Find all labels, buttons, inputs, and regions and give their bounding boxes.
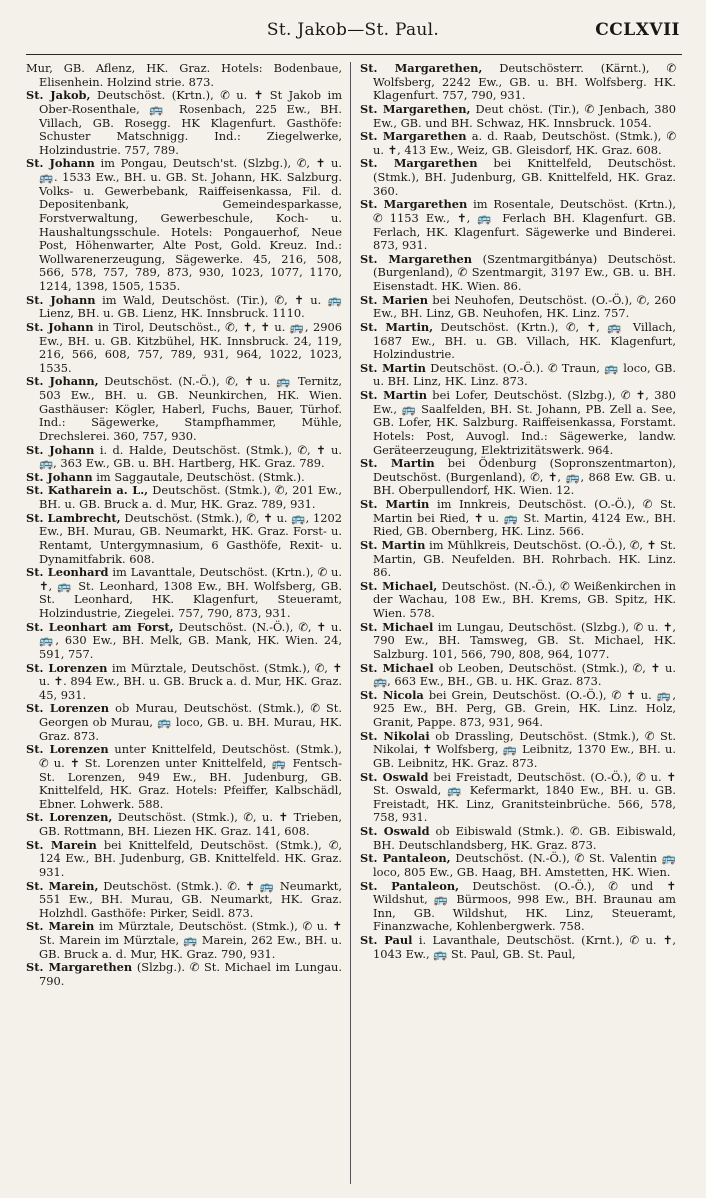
gazetteer-entry	[360, 62, 676, 103]
gazetteer-entry	[360, 130, 676, 157]
gazetteer-entry	[360, 457, 676, 498]
gazetteer-entry	[360, 825, 676, 852]
entry-text: bei Knittelfeld, Deutschöst. (Stmk.), ✆, 124 Ew., BH. Judenburg, GB. Knittelfeld. HK. Graz. 931.	[39, 837, 342, 879]
gazetteer-entry	[26, 621, 342, 662]
entry-headword: St. Martin	[360, 497, 430, 511]
entry-headword: St. Johann	[26, 469, 93, 484]
entry-text: Deutschöst. (N.-Ö.), ✆ Weißenkirchen in der Wachau, 108 Ew., BH. Krems, GB. Spitz, HK. Wien. 578.	[373, 578, 677, 620]
entry-headword: St. Lorenzen	[26, 701, 110, 716]
entry-text: im Innkreis, Deutschöst. (O.-Ö.), ✆ St. Martin bei Ried, ✝ u. 🚌 St. Martin, 4124 Ew., BH. Ried, GB. Obernberg, HK. Linz. 566.	[373, 497, 676, 539]
gazetteer-entry	[26, 566, 342, 621]
entry-headword: St. Marein	[26, 837, 97, 852]
entry-text: im Saggautale, Deutschöst. (Stmk.).	[92, 469, 305, 484]
entry-headword: St. Nikolai	[360, 728, 430, 743]
page-header	[0, 20, 706, 48]
gazetteer-entry	[26, 89, 342, 157]
entry-text: im Lungau, Deutschöst. (Slzbg.), ✆ u. ✝, 790 Ew., BH. Tamsweg, GB. St. Michael, HK. Salzburg. 101, 566, 790, 808, 964, 1077.	[373, 619, 677, 661]
entry-headword: St. Margarethen	[360, 251, 473, 266]
entry-headword: St. Katharein a. L.,	[26, 483, 149, 498]
entry-text: Deutschöst. (Stmk.), ✆, 201 Ew., BH. u. GB. Bruck a. d. Mur, HK. Graz. 789, 931.	[39, 483, 342, 511]
gazetteer-entry	[360, 621, 676, 662]
entry-text: ob Eibiswald (Stmk.). ✆. GB. Eibiswald, BH. Deutschlandsberg, HK. Graz. 873.	[373, 824, 677, 852]
entry-text: ob Murau, Deutschöst. (Stmk.), ✆ St. Georgen ob Murau, 🚌 loco, GB. u. BH. Murau, HK. Graz. 873.	[39, 701, 343, 743]
entry-text: Deut chöst. (Tir.), ✆ Jenbach, 380 Ew., GB. und BH. Schwaz, HK. Innsbruck. 1054.	[373, 101, 676, 130]
gazetteer-entry	[360, 771, 676, 826]
entry-headword: St. Johann	[26, 292, 96, 307]
entry-text: Deutschöst. (Stmk.), ✆, ✝ u. 🚌, 1202 Ew., BH. Murau, GB. Neumarkt, HK. Graz. Forst- u. Rentamt, Untergymnasium, 6 Gasthöfe, Rexit- u. Dynamitfabrik. 608.	[39, 510, 342, 566]
entry-headword: St. Martin	[360, 456, 435, 471]
entry-headword: St. Martin,	[360, 319, 434, 334]
entry-headword: St. Leonhard	[26, 565, 109, 580]
entry-headword: St. Marein	[26, 919, 95, 934]
gazetteer-entry	[360, 580, 676, 621]
gazetteer-entry	[360, 157, 676, 198]
gazetteer-entry	[360, 689, 676, 730]
entry-text: (Szentmargitbánya) Deutschöst. (Burgenland), ✆ Szentmargit, 3197 Ew., GB. u. BH. Eisenstadt. HK. Wien. 86.	[373, 251, 677, 293]
entry-text: Deutschöst. (O.-Ö.). ✆ Traun, 🚌 loco, GB. u. BH. Linz, HK. Linz. 873.	[373, 360, 676, 389]
entry-headword: St. Jakob,	[26, 88, 91, 103]
gazetteer-entry	[360, 321, 676, 362]
entry-text: Deutschöst. (Krtn.), ✆ u. ✝ St Jakob im Ober-Rosenthale, 🚌 Rosenbach, 225 Ew., BH. Villach, GB. Rosegg. HK Klagenfurt. Gasthöfe: Schuster Matschnigg. Ind.: Ziegelwerke, Holzindustrie. 757, 789.	[39, 88, 343, 157]
entry-headword: St. Oswald	[360, 824, 430, 838]
entry-text: bei Neuhofen, Deutschöst. (O.-Ö.), ✆, 260 Ew., BH. Linz, GB. Neuhofen, HK. Linz. 757.	[373, 292, 676, 321]
entry-headword: St. Marein,	[26, 878, 99, 893]
entry-headword: St. Marien	[360, 292, 428, 307]
gazetteer-entry	[26, 702, 342, 743]
gazetteer-entry	[360, 934, 676, 961]
entry-text: im Pongau, Deutsch'st. (Slzbg.), ✆, ✝ u. 🚌. 1533 Ew., BH. u. GB. St. Johann, HK. Salzburg. Volks- u. Gewerbebank, Raiffeisenkassa, Fil. d. Depositenbank, Gemeindesparkasse, Forstverwaltung, Gewerbeschule, Koch- u. Haushaltungsschule. Hotels: Pongauerhof, Neue Post, Höhenwarter, Alte Post, Gold. Kreuz. Ind.: Wollwarenerzeugung, Sägewerke. 45, 216, 508, 566, 578, 757, 789, 873, 930, 1023, 1077, 1170, 1214, 1398, 1505, 1535.	[39, 156, 342, 293]
header-rule	[26, 54, 682, 55]
entry-text: i. d. Halde, Deutschöst. (Stmk.), ✆, ✝ u. 🚌, 363 Ew., GB. u. BH. Hartberg, HK. Graz. 789.	[39, 442, 342, 471]
gazetteer-entry	[26, 444, 342, 471]
page-number: CCLXVII	[595, 20, 680, 40]
entry-headword: St. Lorenzen	[26, 660, 108, 675]
entry-text: Mur, GB. Aflenz, HK. Graz. Hotels: Bodenbaue, Elisenhein. Holzind strie. 873.	[26, 61, 342, 89]
gazetteer-entry	[360, 880, 676, 935]
gazetteer-entry	[360, 389, 676, 457]
entry-headword: St. Johann	[26, 319, 94, 334]
entry-headword: St. Leonhart am Forst,	[26, 619, 174, 634]
entry-headword: St. Nicola	[360, 687, 424, 702]
entry-headword: St. Martin	[360, 388, 427, 402]
entry-text: Deutschöst. (N.-Ö.), ✆, ✝ u. 🚌 Ternitz, 503 Ew., BH. u. GB. Neunkirchen, HK. Wien. Gasthäuser: Kögler, Haberl, Fuchs, Bauer, Türhof. Ind.: Sägewerke, Stampfhammer, Mühle, Drechslerei. 360, 757, 930.	[39, 374, 342, 443]
entry-text: im Rosentale, Deutschöst. (Krtn.), ✆ 1153 Ew., ✝, 🚌 Ferlach BH. Klagenfurt. GB. Ferlach, HK. Klagenfurt. Sägewerke und Binderei. 873, 931.	[373, 197, 676, 253]
gazetteer-entry	[360, 539, 676, 580]
gazetteer-entry	[26, 811, 342, 838]
gazetteer-entry	[26, 321, 342, 376]
gazetteer-entry	[26, 471, 342, 485]
entry-headword: St. Johann	[26, 442, 95, 457]
gazetteer-entry	[360, 253, 676, 294]
entry-text: (Slzbg.). ✆ St. Michael im Lungau. 790.	[39, 960, 342, 988]
entry-headword: St. Michael,	[360, 578, 438, 593]
right-column	[360, 62, 676, 961]
gazetteer-entry	[26, 157, 342, 293]
gazetteer-entry	[26, 880, 342, 921]
entry-text: im Mühlkreis, Deutschöst. (O.-Ö.), ✆, ✝ St. Martin, GB. Neufelden. BH. Rohrbach. HK. Linz. 86.	[373, 537, 676, 580]
gazetteer-entry	[26, 375, 342, 443]
entry-headword: St. Michael	[360, 619, 434, 634]
entry-text: im Mürztale, Deutschöst. (Stmk.), ✆ u. ✝ St. Marein im Mürztale, 🚌 Marein, 262 Ew., BH. u. GB. Bruck a. d. Mur, HK. Graz. 790, 931.	[39, 919, 342, 961]
entry-headword: St. Pantaleon,	[360, 851, 451, 866]
entry-text: Deutschöst. (Krtn.), ✆, ✝, 🚌 Villach, 1687 Ew., BH. u. GB. Villach, HK. Klagenfurt, Holzindustrie.	[373, 319, 676, 362]
entry-headword: St. Lambrecht,	[26, 510, 121, 525]
entry-text: bei Knittelfeld, Deutschöst. (Stmk.), BH. Judenburg, GB. Knittelfeld, HK. Graz. 360.	[373, 156, 677, 198]
gazetteer-entry	[360, 362, 676, 389]
entry-headword: St. Johann,	[26, 374, 99, 389]
column-divider	[350, 62, 351, 1184]
entry-text: a. d. Raab, Deutschöst. (Stmk.), ✆ u. ✝, 413 Ew., Weiz, GB. Gleisdorf, HK. Graz. 608.	[373, 129, 677, 157]
running-title: St. Jakob—St. Paul.	[266, 20, 440, 40]
gazetteer-entry	[26, 484, 342, 511]
entry-headword: St. Martin	[360, 360, 426, 375]
gazetteer-entry	[26, 743, 342, 811]
gazetteer-entry	[26, 512, 342, 567]
entry-headword: St. Margarethen	[360, 129, 467, 144]
entry-headword: St. Margarethen	[26, 960, 133, 975]
entry-text: Deutschösterr. (Kärnt.), ✆ Wolfsberg, 2242 Ew., GB. u. BH. Wolfsberg. HK. Klagenfurt. 757, 790, 931.	[373, 61, 676, 103]
entry-headword: St. Oswald	[360, 769, 429, 784]
gazetteer-entry	[360, 103, 676, 130]
entry-text: i. Lavanthale, Deutschöst. (Krnt.), ✆ u. ✝, 1043 Ew., 🚌 St. Paul, GB. St. Paul,	[373, 933, 677, 961]
gazetteer-entry	[26, 839, 342, 880]
entry-text: im Mürztale, Deutschöst. (Stmk.), ✆, ✝ u. ✝. 894 Ew., BH. u. GB. Bruck a. d. Mur, HK. Graz. 45, 931.	[39, 660, 342, 702]
left-column	[26, 62, 342, 989]
entry-headword: St. Lorenzen,	[26, 810, 113, 825]
entry-headword: St. Johann	[26, 156, 95, 171]
entry-headword: St. Michael	[360, 660, 434, 675]
entry-headword: St. Paul	[360, 933, 413, 947]
entry-text: Deutschöst. (Stmk.), ✆, u. ✝ Trieben, GB. Rottmann, BH. Liezen HK. Graz. 141, 608.	[39, 810, 342, 838]
gazetteer-entry	[26, 62, 342, 89]
entry-text: Deutschöst. (Stmk.). ✆. ✝ 🚌 Neumarkt, 551 Ew., BH. Murau, GB. Neumarkt, HK. Graz. Holzhdl. Gasthöfe: Pirker, Seidl. 873.	[39, 878, 342, 920]
gazetteer-entry	[360, 662, 676, 689]
entry-text: in Tirol, Deutschöst., ✆, ✝, ✝ u. 🚌, 2906 Ew., BH. u. GB. Kitzbühel, HK. Innsbruck. 24, 119, 216, 566, 608, 757, 789, 931, 964, 1022, 1023, 1535.	[39, 319, 342, 375]
entry-headword: St. Margarethen,	[360, 61, 483, 75]
entry-text: ob Drassling, Deutschöst. (Stmk.), ✆ St. Nikolai, ✝ Wolfsberg, 🚌 Leibnitz, 1370 Ew., BH. u. GB. Leibnitz, HK. Graz. 873.	[373, 728, 677, 770]
entry-text: bei Freistadt, Deutschöst. (O.-Ö.), ✆ u. ✝ St. Oswald, 🚌 Kefermarkt, 1840 Ew., BH. u. GB. Freistadt, HK. Linz, Granitsteinbrüche. 566, 578, 758, 931.	[373, 769, 676, 825]
entry-headword: St. Margarethen	[360, 197, 468, 212]
entry-text: ob Leoben, Deutschöst. (Stmk.), ✆, ✝ u. 🚌, 663 Ew., BH., GB. u. HK. Graz. 873.	[373, 660, 677, 689]
entry-headword: St. Martin	[360, 537, 426, 552]
gazetteer-entry	[360, 198, 676, 253]
gazetteer-entry	[26, 920, 342, 961]
entry-text: im Wald, Deutschöst. (Tir.), ✆, ✝ u. 🚌 Lienz, BH. u. GB. Lienz, HK. Innsbruck. 1110.	[39, 292, 342, 321]
entry-headword: St. Lorenzen	[26, 742, 109, 757]
entry-text: bei Lofer, Deutschöst. (Slzbg.), ✆ ✝, 380 Ew., 🚌 Saalfelden, BH. St. Johann, PB. Zell a. See, GB. Lofer, HK. Salzburg. Raiffeisenkassa, Forstamt. Hotels: Post, Auvogl. Ind.: Sägewerke, landw. Geräteerzeugung, Elektrizitätswerk. 964.	[373, 388, 676, 457]
entry-text: im Lavanttale, Deutschöst. (Krtn.), ✆ u. ✝, 🚌 St. Leonhard, 1308 Ew., BH. Wolfsberg, GB. St. Leonhard, HK. Klagenfurt, Steueramt, Holzindustrie, Ziegelei. 757, 790, 873, 931.	[39, 565, 342, 620]
entry-text: Deutschöst. (O.-Ö.), ✆ und ✝ Wildshut, 🚌 Bürmoos, 998 Ew., BH. Braunau am Inn, GB. Wildshut, HK. Linz, Steueramt, Finanzwache, Kohlenbergwerk. 758.	[373, 878, 676, 934]
gazetteer-entry	[360, 852, 676, 879]
gazetteer-entry	[360, 294, 676, 321]
gazetteer-entry	[360, 730, 676, 771]
gazetteer-entry	[26, 294, 342, 321]
entry-text: Deutschöst. (N.-Ö.), ✆ St. Valentin 🚌 loco, 805 Ew., GB. Haag, BH. Amstetten, HK. Wien.	[373, 851, 676, 879]
entry-headword: St. Margarethen	[360, 156, 478, 171]
gazetteer-entry	[26, 961, 342, 988]
entry-headword: St. Pantaleon,	[360, 878, 460, 893]
entry-text: bei Grein, Deutschöst. (O.-Ö.), ✆ ✝ u. 🚌, 925 Ew., BH. Perg, GB. Grein, HK. Linz. Holz, Granit, Pappe. 873, 931, 964.	[373, 687, 676, 729]
entry-text: Deutschöst. (N.-Ö.), ✆, ✝ u. 🚌, 630 Ew., BH. Melk, GB. Mank, HK. Wien. 24, 591, 757.	[39, 619, 342, 661]
gazetteer-entry	[26, 662, 342, 703]
gazetteer-entry	[360, 498, 676, 539]
entry-headword: St. Margarethen,	[360, 101, 471, 116]
entry-text: unter Knittelfeld, Deutschöst. (Stmk.), ✆ u. ✝ St. Lorenzen unter Knittelfeld, 🚌 Fentsch-St. Lorenzen, 949 Ew., BH. Judenburg, GB. Knittelfeld, HK. Graz. Hotels: Pfeiffer, Kalbschädl, Ebner. Lohwerk. 588.	[39, 742, 342, 811]
entry-text: bei Ödenburg (Sopronszentmarton), Deutschöst. (Burgenland), ✆, ✝, 🚌, 868 Ew. GB. u. BH. Oberpullendorf, HK. Wien. 12.	[373, 456, 676, 498]
